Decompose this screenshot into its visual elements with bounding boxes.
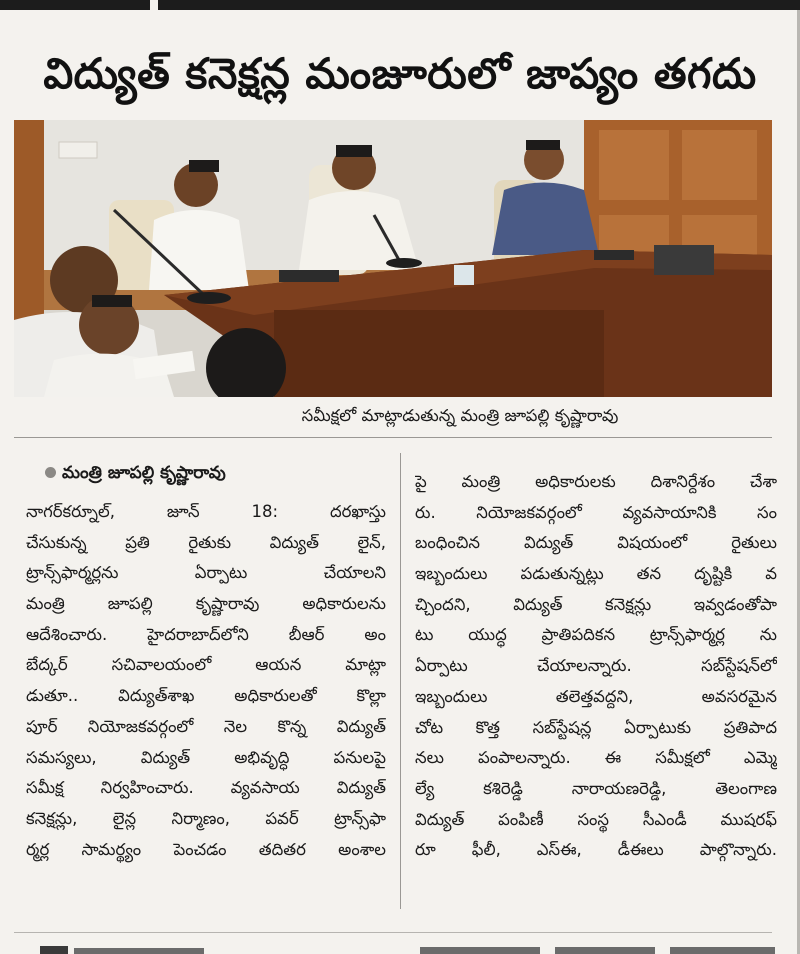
body-line: టు యుద్ధ ప్రాతిపదికన ట్రాన్స్‌ఫార్మర్ల ను (415, 625, 777, 645)
caption-divider (14, 437, 772, 438)
body-line: ట్రాన్స్‌ఫార్మర్లను ఏర్పాటు చేయాలని (26, 563, 386, 583)
body-line: నలు పంపాలన్నారు. ఈ సమీక్షలో ఎమ్మె (415, 748, 777, 768)
body-line: ర్మర్ల సామర్థ్యం పెంచడం తదితర అంశాల (26, 839, 386, 859)
body-line: బేద్కర్ సచివాలయంలో ఆయన మాట్లా (26, 655, 386, 675)
article-byline: మంత్రి జూపల్లి కృష్ణారావు (62, 463, 226, 483)
body-line: ఏర్పాటు చేయాలన్నారు. సబ్‌స్టేషన్‌లో (415, 656, 777, 676)
body-line: బంధించిన విద్యుత్ విషయంలో రైతులు (415, 533, 777, 553)
photo-caption: సమీక్షలో మాట్లాడుతున్న మంత్రి జూపల్లి కృష్ణారావు (301, 406, 619, 425)
body-line: నాగర్‌కర్నూల్, జూన్ 18: దరఖాస్తు (26, 502, 386, 521)
article-column-right (415, 467, 777, 866)
next-article-cutoff (0, 932, 800, 954)
body-line: ఆదేశించారు. హైదరాబాద్‌లోని బీఆర్ అం (26, 624, 386, 644)
body-line: మంత్రి జూపల్లి కృష్ణారావు అధికారులను (26, 594, 386, 614)
meeting-photo-illustration (14, 120, 772, 397)
article-column-left (26, 497, 386, 865)
body-line: సమస్యలు, విద్యుత్ అభివృద్ధి పనులపై (26, 747, 386, 767)
body-line: ఇబ్బందులు పడుతున్నట్లు తన దృష్టికి వ (415, 564, 777, 584)
article-photo (14, 120, 772, 397)
body-line: రు. నియోజకవర్గంలో వ్యవసాయానికి సం (415, 502, 777, 522)
body-line: ల్యే కశిరెడ్డి నారాయణరెడ్డి, తెలంగాణ (415, 778, 777, 798)
top-border-bar (0, 0, 800, 10)
column-divider (400, 453, 401, 909)
section-divider (14, 932, 772, 933)
top-border-gap (150, 0, 158, 10)
body-line: చేసుకున్న ప్రతి రైతుకు విద్యుత్ లైన్, (26, 532, 386, 552)
body-line: కనెక్షన్లు, లైన్ల నిర్మాణం, పవర్ ట్రాన్స్‌ఫా (26, 808, 386, 828)
body-line: పూర్ నియోజకవర్గంలో నెల కొన్న విద్యుత్ (26, 716, 386, 736)
article-headline: విద్యుత్ కనెక్షన్ల మంజూరులో జాప్యం తగదు (43, 49, 757, 98)
body-line: చోట కొత్త సబ్‌స్టేషన్ల ఏర్పాటుకు ప్రతిపాద (415, 717, 777, 737)
body-line: డుతూ.. విద్యుత్‌శాఖ అధికారులతో కొల్లా (26, 686, 386, 706)
byline-bullet-icon (45, 467, 56, 478)
cropped-text-fragment (420, 942, 780, 954)
body-line: సమీక్ష నిర్వహించారు. వ్యవసాయ విద్యుత్ (26, 778, 386, 798)
body-line: చ్చిందని, విద్యుత్ కనెక్షన్లు ఇవ్వడంతోపా (415, 594, 777, 614)
body-line: విద్యుత్ పంపిణీ సంస్థ సీఎండీ ముషరఫ్ (415, 809, 777, 829)
cropped-text-fragment (40, 944, 220, 954)
body-line: రూ ఫీలీ, ఎస్ఈ, డీఈలు పాల్గొన్నారు. (415, 840, 777, 860)
body-line: పై మంత్రి అధికారులకు దిశానిర్దేశం చేశా (415, 472, 777, 491)
body-line: ఇబ్బందులు తలెత్తవద్దని, అవసరమైన (415, 686, 777, 706)
